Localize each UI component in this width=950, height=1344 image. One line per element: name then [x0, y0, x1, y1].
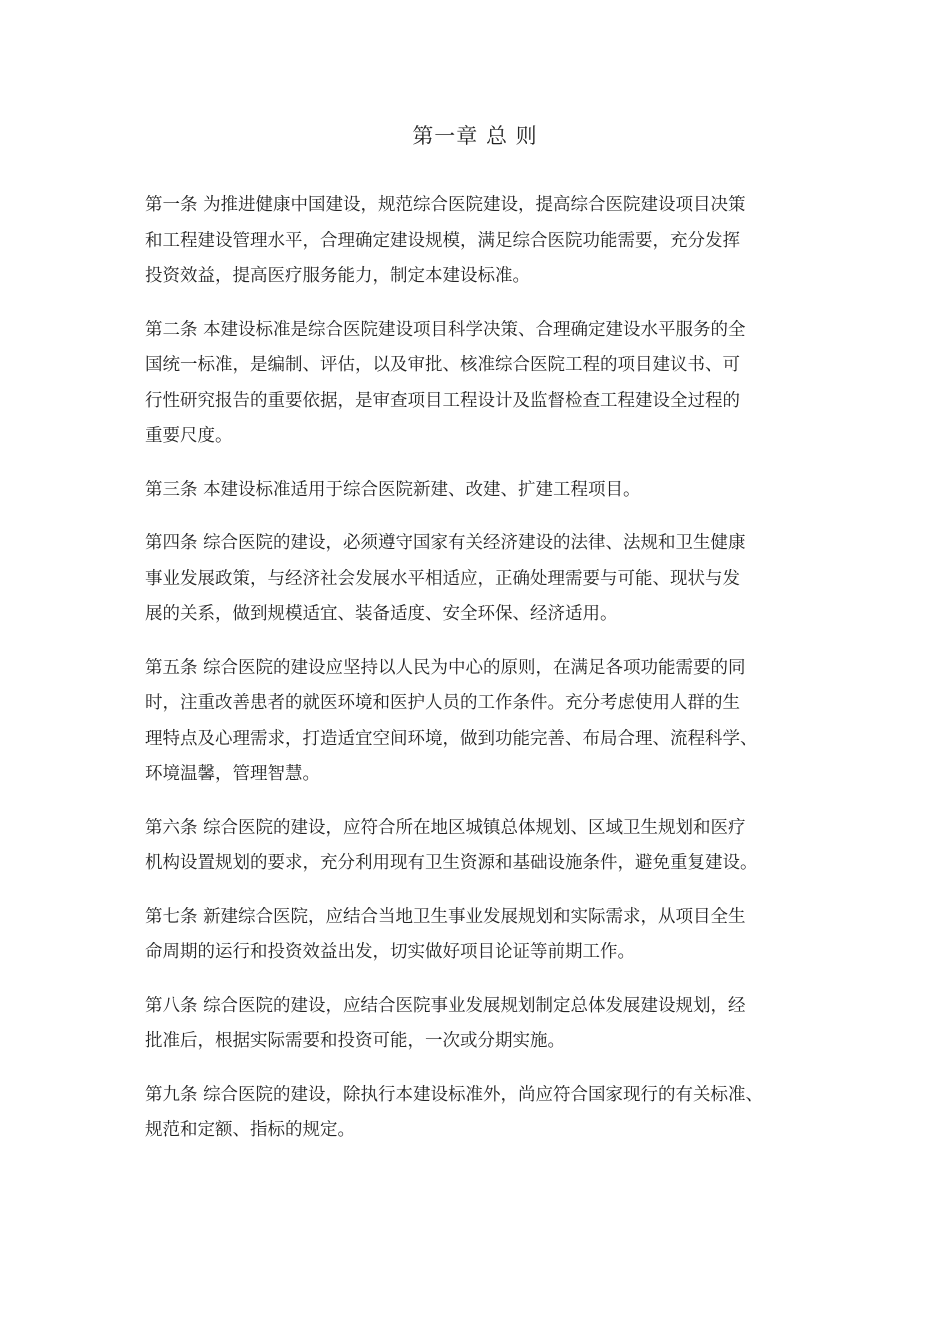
article-paragraph — [145, 526, 845, 633]
article-line: 投资效益，提高医疗服务能力，制定本建设标准。 — [145, 266, 530, 286]
article-line: 行性研究报告的重要依据，是审查项目工程设计及监督检查工程建设全过程的 — [145, 390, 740, 411]
article-paragraph — [145, 313, 845, 455]
article-paragraph — [145, 989, 845, 1060]
article-line: 命周期的运行和投资效益出发，切实做好项目论证等前期工作。 — [145, 942, 635, 962]
chapter-title: 第一章 总 则 — [412, 124, 538, 148]
article-line: 第九条 综合医院的建设，除执行本建设标准外，尚应符合国家现行的有关标准、 — [145, 1084, 764, 1105]
article-line: 环境温馨，管理智慧。 — [145, 764, 320, 784]
article-line: 第二条 本建设标准是综合医院建设项目科学决策、合理确定建设水平服务的全 — [145, 319, 746, 340]
article-line: 第六条 综合医院的建设，应符合所在地区城镇总体规划、区域卫生规划和医疗 — [145, 817, 746, 838]
article-paragraph — [145, 651, 845, 793]
article-paragraph — [145, 188, 845, 295]
article-line: 批准后，根据实际需要和投资可能，一次或分期实施。 — [145, 1031, 565, 1051]
article-line: 第四条 综合医院的建设，必须遵守国家有关经济建设的法律、法规和卫生健康 — [145, 533, 746, 553]
article-line: 第一条 为推进健康中国建设，规范综合医院建设，提高综合医院建设项目决策 — [145, 195, 746, 215]
article-paragraph — [145, 811, 845, 882]
article-line: 理特点及心理需求，打造适宜空间环境，做到功能完善、布局合理、流程科学、 — [145, 728, 758, 749]
article-line: 第八条 综合医院的建设，应结合医院事业发展规划制定总体发展建设规划，经 — [145, 995, 746, 1016]
article-paragraph — [145, 473, 845, 509]
article-line: 重要尺度。 — [145, 426, 233, 446]
article-paragraph — [145, 900, 845, 971]
article-line: 国统一标准，是编制、评估，以及审批、核准综合医院工程的项目建议书、可 — [145, 355, 740, 375]
article-list — [145, 188, 845, 1167]
article-paragraph — [145, 1078, 845, 1149]
article-line: 第五条 综合医院的建设应坚持以人民为中心的原则，在满足各项功能需要的同 — [145, 657, 746, 678]
article-line: 展的关系，做到规模适宜、装备适度、安全环保、经济适用。 — [145, 604, 618, 624]
article-line: 第七条 新建综合医院，应结合当地卫生事业发展规划和实际需求，从项目全生 — [145, 906, 746, 927]
article-line: 事业发展政策，与经济社会发展水平相适应，正确处理需要与可能、现状与发 — [145, 568, 740, 589]
article-line: 第三条 本建设标准适用于综合医院新建、改建、扩建工程项目。 — [145, 479, 641, 500]
article-line: 时，注重改善患者的就医环境和医护人员的工作条件。充分考虑使用人群的生 — [145, 693, 740, 713]
article-line: 和工程建设管理水平，合理确定建设规模，满足综合医院功能需要，充分发挥 — [145, 230, 740, 251]
article-line: 机构设置规划的要求，充分利用现有卫生资源和基础设施条件，避免重复建设。 — [145, 853, 758, 873]
article-line: 规范和定额、指标的规定。 — [145, 1120, 355, 1140]
